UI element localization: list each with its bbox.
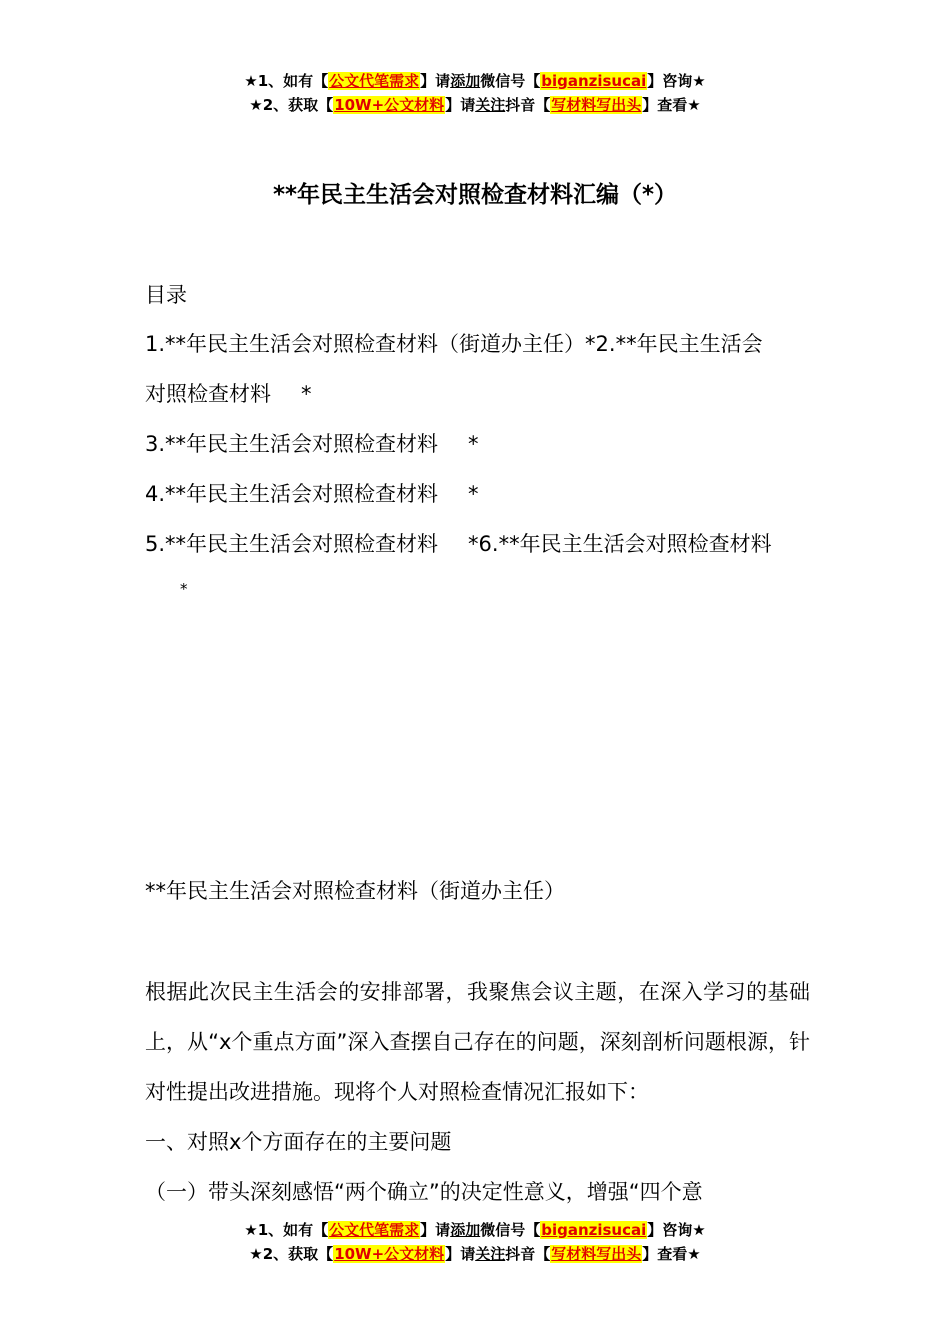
banner-text: ★2、获取【 <box>249 96 334 114</box>
banner-text: 】请 <box>420 1221 451 1239</box>
toc-entry <box>145 519 810 569</box>
toc-entry-text: 3.**年民主生活会对照检查材料 <box>145 432 439 456</box>
bottom-banner <box>0 1218 950 1266</box>
banner-text: 】咨询★ <box>647 1221 706 1239</box>
banner-line-2 <box>0 1242 950 1266</box>
table-of-contents <box>145 319 810 609</box>
douyin-id: 写材料写出头 <box>551 96 642 114</box>
banner-text: ★1、如有【 <box>244 1221 329 1239</box>
toc-entry-marker: * <box>301 382 312 406</box>
wechat-id: biganzisucai <box>541 72 647 90</box>
banner-highlight: 公文代笔需求 <box>329 72 420 90</box>
banner-underline: 关注 <box>475 96 506 114</box>
banner-text: 】咨询★ <box>647 72 706 90</box>
banner-text: 】查看★ <box>642 96 701 114</box>
toc-entry-text: 4.**年民主生活会对照检查材料 <box>145 482 439 506</box>
banner-text: 微信号【 <box>480 72 541 90</box>
banner-text: ★2、获取【 <box>249 1245 334 1263</box>
banner-underline: 关注 <box>475 1245 506 1263</box>
banner-line-1 <box>0 69 950 93</box>
top-banner <box>0 69 950 117</box>
document-title: **年民主生活会对照检查材料汇编（*） <box>272 182 678 208</box>
toc-entry: 1.**年民主生活会对照检查材料（街道办主任）*2.**年民主生活会 <box>145 332 763 356</box>
banner-underline: 添加 <box>450 72 481 90</box>
banner-text: 抖音【 <box>505 96 551 114</box>
heading-level-1: 一、对照x个方面存在的主要问题 <box>145 1130 452 1154</box>
banner-text: 】请 <box>420 72 451 90</box>
banner-text: ★1、如有【 <box>244 72 329 90</box>
toc-entry-text: *6.**年民主生活会对照检查材料 <box>468 532 772 556</box>
toc-entry-marker: * <box>180 580 188 598</box>
toc-entry <box>145 369 810 419</box>
toc-entry-text: 5.**年民主生活会对照检查材料 <box>145 532 439 556</box>
wechat-id: biganzisucai <box>541 1221 647 1239</box>
banner-line-1 <box>0 1218 950 1242</box>
banner-text: 】查看★ <box>642 1245 701 1263</box>
section-title: **年民主生活会对照检查材料（街道办主任） <box>145 879 565 903</box>
banner-underline: 添加 <box>450 1221 481 1239</box>
banner-text: 抖音【 <box>505 1245 551 1263</box>
toc-heading: 目录 <box>145 283 187 307</box>
banner-highlight: 10W+公文材料 <box>334 1245 445 1263</box>
banner-text: 微信号【 <box>480 1221 541 1239</box>
banner-highlight: 公文代笔需求 <box>329 1221 420 1239</box>
toc-entry <box>145 469 810 519</box>
douyin-id: 写材料写出头 <box>551 1245 642 1263</box>
banner-highlight: 10W+公文材料 <box>334 96 445 114</box>
toc-entry-text: 对照检查材料 <box>145 382 271 406</box>
banner-text: 】请 <box>445 96 476 114</box>
toc-entry-marker: * <box>468 432 479 456</box>
heading-level-2: （一）带头深刻感悟“两个确立”的决定性意义，增强“四个意 <box>145 1180 703 1204</box>
banner-line-2 <box>0 93 950 117</box>
banner-text: 】请 <box>445 1245 476 1263</box>
toc-entry <box>145 419 810 469</box>
paragraph: 根据此次民主生活会的安排部署，我聚焦会议主题，在深入学习的基础上，从“x个重点方面”深入查摆自己存在的问题，深刻剖析问题根源，针对性提出改进措施。现将个人对照检查情况汇报如下： <box>145 980 810 1104</box>
document-body <box>145 967 810 1217</box>
toc-entry-marker: * <box>468 482 479 506</box>
